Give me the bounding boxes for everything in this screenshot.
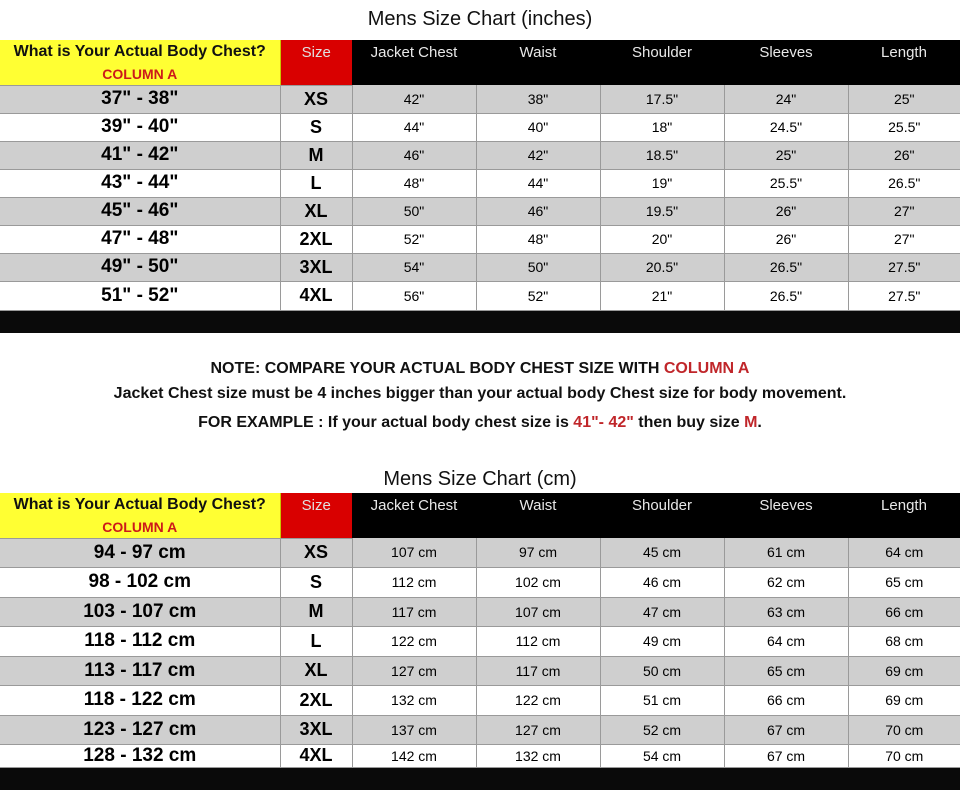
shoulder-cell: 21" <box>600 281 724 310</box>
sleeves-header: Sleeves <box>724 493 848 538</box>
jacket-chest-cell: 137 cm <box>352 715 476 744</box>
waist-cell: 97 cm <box>476 538 600 567</box>
jacket-chest-cell: 54" <box>352 253 476 281</box>
column-a-label: COLUMN A <box>0 63 280 85</box>
shoulder-cell: 20.5" <box>600 253 724 281</box>
shoulder-header: Shoulder <box>600 493 724 538</box>
cm-footer-bar <box>0 768 960 790</box>
note-column-a-highlight: COLUMN A <box>663 360 750 377</box>
waist-cell: 102 cm <box>476 567 600 597</box>
length-cell: 69 cm <box>848 656 960 685</box>
table-row <box>0 567 960 597</box>
size-cell: L <box>280 169 352 197</box>
body-chest-cell: 123 - 127 cm <box>0 715 280 744</box>
note-example-chest: 41"- 42" <box>573 414 634 431</box>
waist-cell: 107 cm <box>476 597 600 626</box>
length-cell: 70 cm <box>848 744 960 767</box>
waist-cell: 38" <box>476 85 600 113</box>
body-chest-cell: 113 - 117 cm <box>0 656 280 685</box>
sleeves-cell: 67 cm <box>724 744 848 767</box>
body-chest-cell: 45" - 46" <box>0 197 280 225</box>
waist-cell: 132 cm <box>476 744 600 767</box>
size-cell: XS <box>280 538 352 567</box>
waist-cell: 50" <box>476 253 600 281</box>
body-chest-cell: 118 - 112 cm <box>0 626 280 656</box>
shoulder-cell: 19.5" <box>600 197 724 225</box>
size-cell: 4XL <box>280 744 352 767</box>
waist-cell: 122 cm <box>476 685 600 715</box>
body-chest-cell: 47" - 48" <box>0 225 280 253</box>
length-cell: 68 cm <box>848 626 960 656</box>
jacket-chest-cell: 127 cm <box>352 656 476 685</box>
inches-footer-bar <box>0 311 960 333</box>
length-cell: 69 cm <box>848 685 960 715</box>
waist-header: Waist <box>476 40 600 85</box>
size-cell: XS <box>280 85 352 113</box>
body-chest-cell: 51" - 52" <box>0 281 280 310</box>
sleeves-cell: 24.5" <box>724 113 848 141</box>
jacket-chest-header: Jacket Chest <box>352 493 476 538</box>
shoulder-cell: 47 cm <box>600 597 724 626</box>
sleeves-cell: 65 cm <box>724 656 848 685</box>
table-row <box>0 169 960 197</box>
body-chest-cell: 37" - 38" <box>0 85 280 113</box>
shoulder-cell: 18.5" <box>600 141 724 169</box>
table-row <box>0 656 960 685</box>
length-cell: 26.5" <box>848 169 960 197</box>
length-cell: 25" <box>848 85 960 113</box>
chest-question-header: What is Your Actual Body Chest? <box>0 40 280 63</box>
shoulder-cell: 50 cm <box>600 656 724 685</box>
chest-question-header: What is Your Actual Body Chest? <box>0 493 280 516</box>
size-cell: 4XL <box>280 281 352 310</box>
waist-cell: 40" <box>476 113 600 141</box>
jacket-chest-cell: 112 cm <box>352 567 476 597</box>
jacket-chest-cell: 107 cm <box>352 538 476 567</box>
length-cell: 26" <box>848 141 960 169</box>
body-chest-cell: 41" - 42" <box>0 141 280 169</box>
body-chest-cell: 94 - 97 cm <box>0 538 280 567</box>
table-row <box>0 85 960 113</box>
waist-cell: 46" <box>476 197 600 225</box>
jacket-chest-cell: 117 cm <box>352 597 476 626</box>
sleeves-cell: 26.5" <box>724 281 848 310</box>
waist-cell: 127 cm <box>476 715 600 744</box>
sleeves-cell: 63 cm <box>724 597 848 626</box>
waist-cell: 117 cm <box>476 656 600 685</box>
sleeves-cell: 26.5" <box>724 253 848 281</box>
size-cell: 2XL <box>280 685 352 715</box>
note-line-2-text: Jacket Chest size must be 4 inches bigger than your actual body Chest size for body movement. <box>113 385 847 402</box>
note-line-3-prefix: FOR EXAMPLE : If your actual body chest size is <box>198 414 574 431</box>
table-row <box>0 253 960 281</box>
jacket-chest-cell: 48" <box>352 169 476 197</box>
length-cell: 66 cm <box>848 597 960 626</box>
size-cell: M <box>280 597 352 626</box>
size-header: Size <box>280 493 352 538</box>
size-cell: 3XL <box>280 715 352 744</box>
shoulder-cell: 49 cm <box>600 626 724 656</box>
jacket-chest-cell: 132 cm <box>352 685 476 715</box>
jacket-chest-cell: 56" <box>352 281 476 310</box>
length-cell: 27" <box>848 225 960 253</box>
length-cell: 27.5" <box>848 253 960 281</box>
jacket-chest-cell: 122 cm <box>352 626 476 656</box>
table-row <box>0 685 960 715</box>
body-chest-cell: 98 - 102 cm <box>0 567 280 597</box>
sleeves-cell: 26" <box>724 197 848 225</box>
shoulder-cell: 51 cm <box>600 685 724 715</box>
table-row <box>0 141 960 169</box>
shoulder-cell: 20" <box>600 225 724 253</box>
cm-chart-title: Mens Size Chart (cm) <box>383 468 577 490</box>
sleeves-cell: 25.5" <box>724 169 848 197</box>
note-line-1 <box>0 360 960 378</box>
table-row <box>0 626 960 656</box>
table-row <box>0 225 960 253</box>
inches-size-table <box>0 40 960 311</box>
waist-cell: 112 cm <box>476 626 600 656</box>
table-row <box>0 538 960 567</box>
size-cell: 2XL <box>280 225 352 253</box>
waist-cell: 42" <box>476 141 600 169</box>
shoulder-cell: 52 cm <box>600 715 724 744</box>
size-cell: L <box>280 626 352 656</box>
size-cell: XL <box>280 656 352 685</box>
length-cell: 65 cm <box>848 567 960 597</box>
table-row <box>0 113 960 141</box>
shoulder-cell: 54 cm <box>600 744 724 767</box>
size-cell: 3XL <box>280 253 352 281</box>
shoulder-cell: 19" <box>600 169 724 197</box>
jacket-chest-cell: 42" <box>352 85 476 113</box>
size-header: Size <box>280 40 352 85</box>
sleeves-cell: 24" <box>724 85 848 113</box>
inches-chart-title: Mens Size Chart (inches) <box>367 8 593 30</box>
sleeves-cell: 25" <box>724 141 848 169</box>
note-line-3-middle: then buy size <box>633 414 745 431</box>
jacket-chest-cell: 50" <box>352 197 476 225</box>
body-chest-cell: 118 - 122 cm <box>0 685 280 715</box>
jacket-chest-cell: 46" <box>352 141 476 169</box>
body-chest-cell: 49" - 50" <box>0 253 280 281</box>
shoulder-cell: 45 cm <box>600 538 724 567</box>
jacket-chest-cell: 44" <box>352 113 476 141</box>
waist-cell: 52" <box>476 281 600 310</box>
note-example-size: M <box>744 414 758 431</box>
jacket-chest-cell: 142 cm <box>352 744 476 767</box>
size-cell: S <box>280 113 352 141</box>
size-cell: XL <box>280 197 352 225</box>
sleeves-cell: 61 cm <box>724 538 848 567</box>
length-header: Length <box>848 493 960 538</box>
sleeves-cell: 26" <box>724 225 848 253</box>
sleeves-header: Sleeves <box>724 40 848 85</box>
table-row <box>0 281 960 310</box>
note-line-2 <box>0 385 960 403</box>
table-row <box>0 715 960 744</box>
body-chest-cell: 103 - 107 cm <box>0 597 280 626</box>
length-cell: 64 cm <box>848 538 960 567</box>
note-line-3-suffix: . <box>757 414 762 431</box>
shoulder-cell: 46 cm <box>600 567 724 597</box>
length-cell: 27" <box>848 197 960 225</box>
table-row <box>0 744 960 767</box>
body-chest-cell: 39" - 40" <box>0 113 280 141</box>
body-chest-cell: 128 - 132 cm <box>0 744 280 767</box>
shoulder-header: Shoulder <box>600 40 724 85</box>
size-cell: M <box>280 141 352 169</box>
sleeves-cell: 67 cm <box>724 715 848 744</box>
cm-size-table <box>0 493 960 768</box>
body-chest-cell: 43" - 44" <box>0 169 280 197</box>
length-cell: 25.5" <box>848 113 960 141</box>
note-line-3 <box>0 414 960 432</box>
note-line-1-text: NOTE: COMPARE YOUR ACTUAL BODY CHEST SIZE WITH <box>210 360 664 377</box>
shoulder-cell: 18" <box>600 113 724 141</box>
sleeves-cell: 66 cm <box>724 685 848 715</box>
table-row <box>0 597 960 626</box>
sleeves-cell: 64 cm <box>724 626 848 656</box>
waist-header: Waist <box>476 493 600 538</box>
length-cell: 27.5" <box>848 281 960 310</box>
waist-cell: 44" <box>476 169 600 197</box>
jacket-chest-header: Jacket Chest <box>352 40 476 85</box>
length-header: Length <box>848 40 960 85</box>
shoulder-cell: 17.5" <box>600 85 724 113</box>
waist-cell: 48" <box>476 225 600 253</box>
length-cell: 70 cm <box>848 715 960 744</box>
jacket-chest-cell: 52" <box>352 225 476 253</box>
column-a-label: COLUMN A <box>0 516 280 538</box>
size-cell: S <box>280 567 352 597</box>
sleeves-cell: 62 cm <box>724 567 848 597</box>
table-row <box>0 197 960 225</box>
